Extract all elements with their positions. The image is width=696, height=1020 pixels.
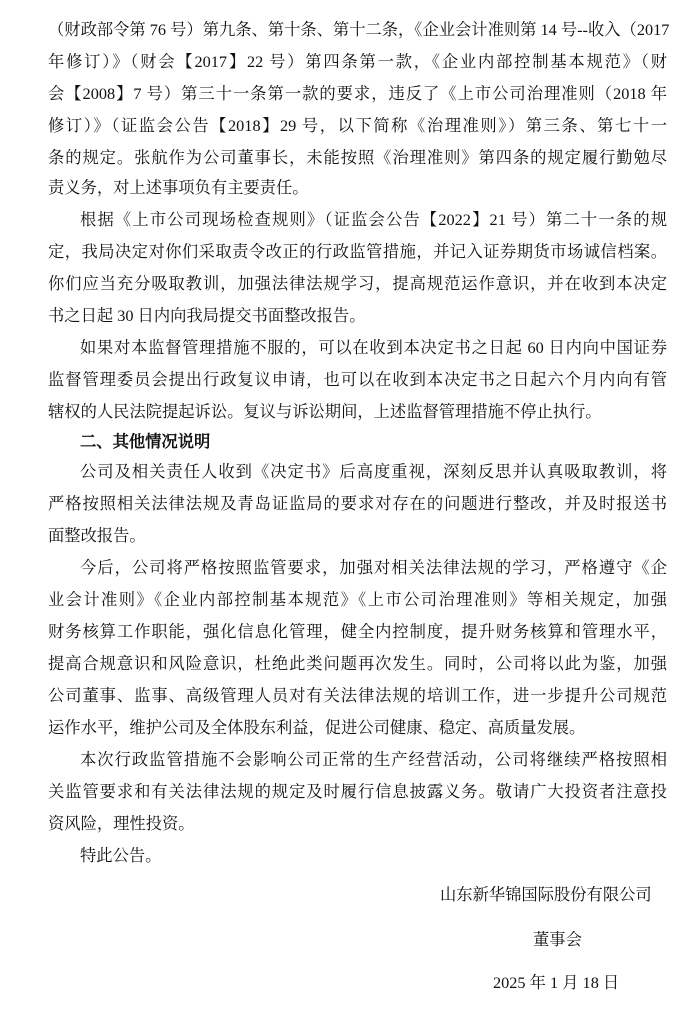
paragraph-line: 运作水平，维护公司及全体股东利益，促进公司健康、稳定、高质量发展。 bbox=[48, 718, 586, 737]
paragraph-line: 特此公告。 bbox=[80, 846, 162, 865]
paragraph-line: 关监管要求和有关法律法规的规定及时履行信息披露义务。敬请广大投资者注意投 bbox=[48, 782, 667, 801]
paragraph-line: （财政部令第 76 号）第九条、第十条、第十二条，《企业会计准则第 14 号--收入（2017 bbox=[48, 20, 670, 39]
signature-board: 董事会 bbox=[533, 930, 582, 949]
paragraph-line: 今后，公司将严格按照监管要求，加强对相关法律法规的学习，严格遵守《企 bbox=[80, 558, 667, 577]
section-heading: 二、其他情况说明 bbox=[80, 432, 211, 451]
paragraph-line: 财务核算工作职能，强化信息化管理，健全内控制度，提升财务核算和管理水平， bbox=[48, 622, 667, 641]
paragraph-line: 辖权的人民法院提起诉讼。复议与诉讼期间，上述监督管理措施不停止执行。 bbox=[48, 402, 602, 421]
paragraph-line: 根据《上市公司现场检查规则》（证监会公告【2022】21 号）第二十一条的规 bbox=[80, 210, 667, 229]
paragraph-line: 年修订）》（财会【2017】22 号）第四条第一款，《企业内部控制基本规范》（财 bbox=[48, 52, 667, 71]
paragraph-line: 定，我局决定对你们采取责令改正的行政监管措施，并记入证券期货市场诚信档案。 bbox=[48, 242, 667, 261]
paragraph-line: 面整改报告。 bbox=[48, 526, 146, 545]
paragraph-line: 公司董事、监事、高级管理人员对有关法律法规的培训工作，进一步提升公司规范 bbox=[48, 686, 667, 705]
paragraph-line: 公司及相关责任人收到《决定书》后高度重视，深刻反思并认真吸取教训，将 bbox=[80, 462, 667, 481]
paragraph-line: 书之日起 30 日内向我局提交书面整改报告。 bbox=[48, 306, 366, 325]
paragraph-line: 严格按照相关法律法规及青岛证监局的要求对存在的问题进行整改，并及时报送书 bbox=[48, 494, 667, 513]
paragraph-line: 监督管理委员会提出行政复议申请，也可以在收到本决定书之日起六个月内向有管 bbox=[48, 370, 667, 389]
paragraph-line: 你们应当充分吸取教训，加强法律法规学习，提高规范运作意识，并在收到本决定 bbox=[48, 274, 667, 293]
signature-date: 2025 年 1 月 18 日 bbox=[493, 973, 620, 992]
paragraph-line: 会【2008】7 号）第三十一条第一款的要求，违反了《上市公司治理准则（2018 年 bbox=[48, 84, 667, 103]
paragraph-line: 修订）》（证监会公告【2018】29 号，以下简称《治理准则》）第三条、第七十一 bbox=[48, 116, 667, 135]
paragraph-line: 条的规定。张航作为公司董事长，未能按照《治理准则》第四条的规定履行勤勉尽 bbox=[48, 148, 667, 167]
paragraph-line: 责义务，对上述事项负有主要责任。 bbox=[48, 178, 309, 197]
paragraph-line: 本次行政监管措施不会影响公司正常的生产经营活动，公司将继续严格按照相 bbox=[80, 750, 667, 769]
paragraph-line: 如果对本监督管理措施不服的，可以在收到本决定书之日起 60 日内向中国证券 bbox=[80, 338, 667, 357]
paragraph-line: 资风险，理性投资。 bbox=[48, 814, 195, 833]
paragraph-line: 业会计准则》《企业内部控制基本规范》《上市公司治理准则》等相关规定，加强 bbox=[48, 590, 667, 609]
paragraph-line: 提高合规意识和风险意识，杜绝此类问题再次发生。同时，公司将以此为鉴，加强 bbox=[48, 654, 667, 673]
signature-company: 山东新华锦国际股份有限公司 bbox=[440, 885, 652, 904]
